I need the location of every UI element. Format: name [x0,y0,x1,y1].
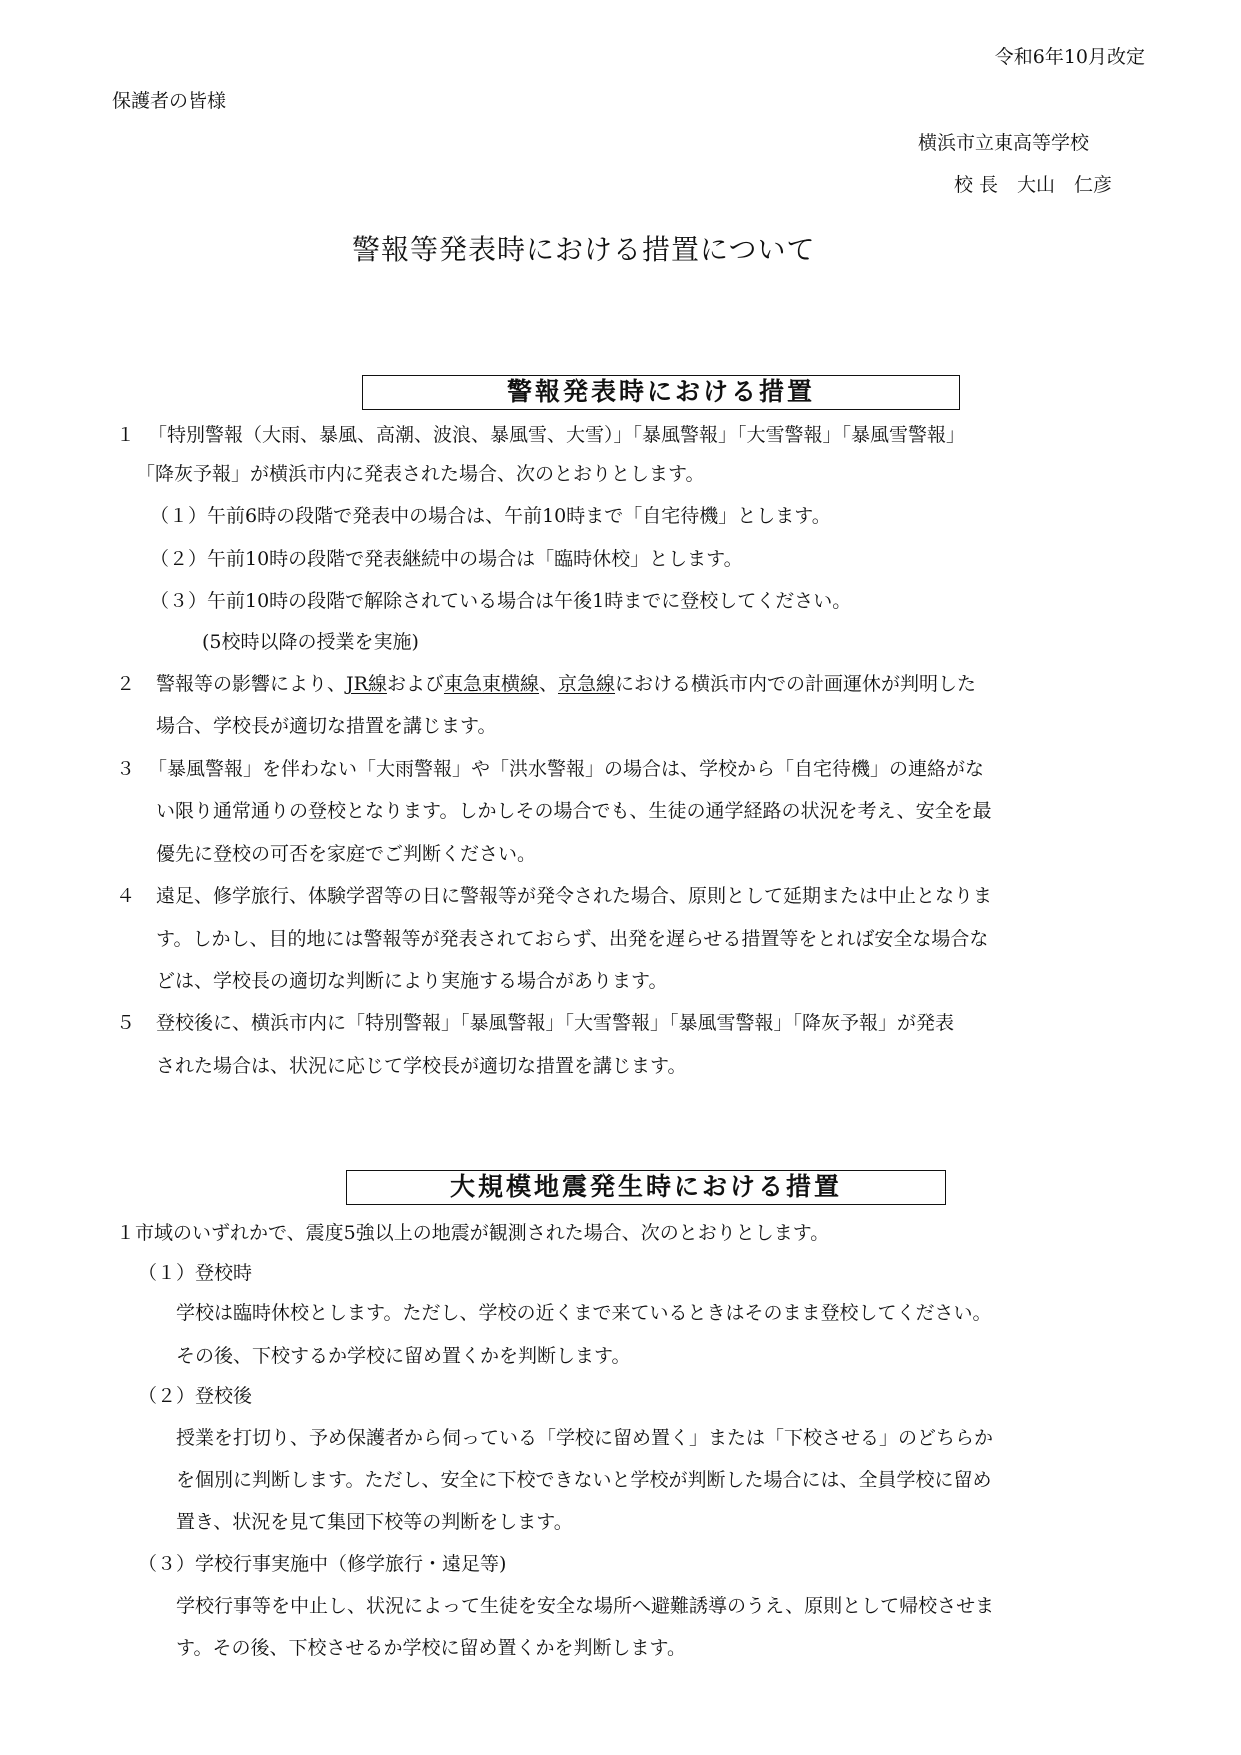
item-1-subitem: （３）午前10時の段階で解除されている場合は午後1時までに登校してください。 [150,590,852,612]
earthquake-subitem-line: を個別に判断します。ただし、安全に下校できないと学校が判断した場合には、全員学校に留め [176,1469,992,1491]
item-3-line: い限り通常通りの登校となります。しかしその場合でも、生徒の通学経路の状況を考え、安全を最 [156,800,992,822]
item-4-line: 遠足、修学旅行、体験学習等の日に警報等が発令された場合、原則として延期または中止となりま [156,885,993,907]
school-name: 横浜市立東高等学校 [918,132,1090,154]
earthquake-subitem-line: 置き、状況を見て集団下校等の判断をします。 [176,1511,573,1533]
earthquake-subitem-label: （１）登校時 [138,1262,253,1284]
item-3-line: 「暴風警報」を伴わない「大雨警報」や「洪水警報」の場合は、学校から「自宅待機」の連絡がな [148,758,985,780]
item-1-number: １ [116,424,136,446]
earthquake-intro: １市域のいずれかで、震度5強以上の地震が観測された場合、次のとおりとします。 [116,1222,830,1244]
item-5-line: 登校後に、横浜市内に「特別警報」「暴風警報」「大雪警報」「暴風雪警報」「降灰予報」が発表 [156,1012,955,1034]
item-2-text: における横浜市内での計画運休が判明した [615,673,977,695]
item-2-text: および [386,673,444,695]
earthquake-subitem-line: 学校行事等を中止し、状況によって生徒を安全な場所へ避難誘導のうえ、原則として帰校させま [176,1595,995,1617]
item-5-number: ５ [116,1012,136,1034]
item-2-line: 場合、学校長が適切な措置を講じます。 [156,715,497,737]
document-title: 警報等発表時における措置について [352,233,816,266]
earthquake-subitem-label: （２）登校後 [138,1385,253,1407]
earthquake-subitem-line: その後、下校するか学校に留め置くかを判断します。 [176,1345,631,1367]
section-heading-warnings: 警報発表時における措置 [362,375,960,410]
earthquake-subitem-line: 学校は臨時休校とします。ただし、学校の近くまで来ているときはそのまま登校してください。 [176,1302,992,1324]
earthquake-subitem-label: （３）学校行事実施中（修学旅行・遠足等) [138,1553,507,1575]
item-3-number: ３ [116,758,136,780]
item-1-line: 「降灰予報」が横浜市内に発表された場合、次のとおりとします。 [136,463,705,485]
jr-line-label: JR線 [346,673,387,695]
item-1-subitem: （２）午前10時の段階で発表継続中の場合は「臨時休校」とします。 [150,548,743,570]
item-1-subitem: （１）午前6時の段階で発表中の場合は、午前10時まで「自宅待機」とします。 [150,505,831,527]
addressee: 保護者の皆様 [112,90,227,112]
item-1-line: 「特別警報（大雨、暴風、高潮、波浪、暴風雪、大雪）」「暴風警報」「大雪警報」「暴風雪警報」 [148,424,966,446]
item-2-line [156,673,976,695]
item-2-text: 、 [538,673,558,695]
item-2-text: 警報等の影響により、 [156,673,347,695]
earthquake-subitem-line: 授業を打切り、予め保護者から伺っている「学校に留め置く」または「下校させる」のどちらか [176,1427,994,1449]
item-3-line: 優先に登校の可否を家庭でご判断ください。 [156,843,537,865]
principal-name: 校 長 大山 仁彦 [954,174,1113,196]
item-4-line: す。しかし、目的地には警報等が発表されておらず、出発を遅らせる措置等をとれば安全な場合な [156,928,989,950]
keikyu-line-label: 京急線 [558,673,616,695]
tokyu-line-label: 東急東横線 [443,673,539,695]
earthquake-subitem-line: す。その後、下校させるか学校に留め置くかを判断します。 [176,1637,686,1659]
item-5-line: された場合は、状況に応じて学校長が適切な措置を講じます。 [156,1055,687,1077]
item-4-number: ４ [116,885,136,907]
item-4-line: どは、学校長の適切な判断により実施する場合があります。 [156,970,668,992]
item-2-number: ２ [116,673,136,695]
revision-date: 令和6年10月改定 [994,46,1145,68]
section-heading-earthquake: 大規模地震発生時における措置 [346,1170,946,1205]
item-1-note: (5校時以降の授業を実施) [202,631,419,653]
